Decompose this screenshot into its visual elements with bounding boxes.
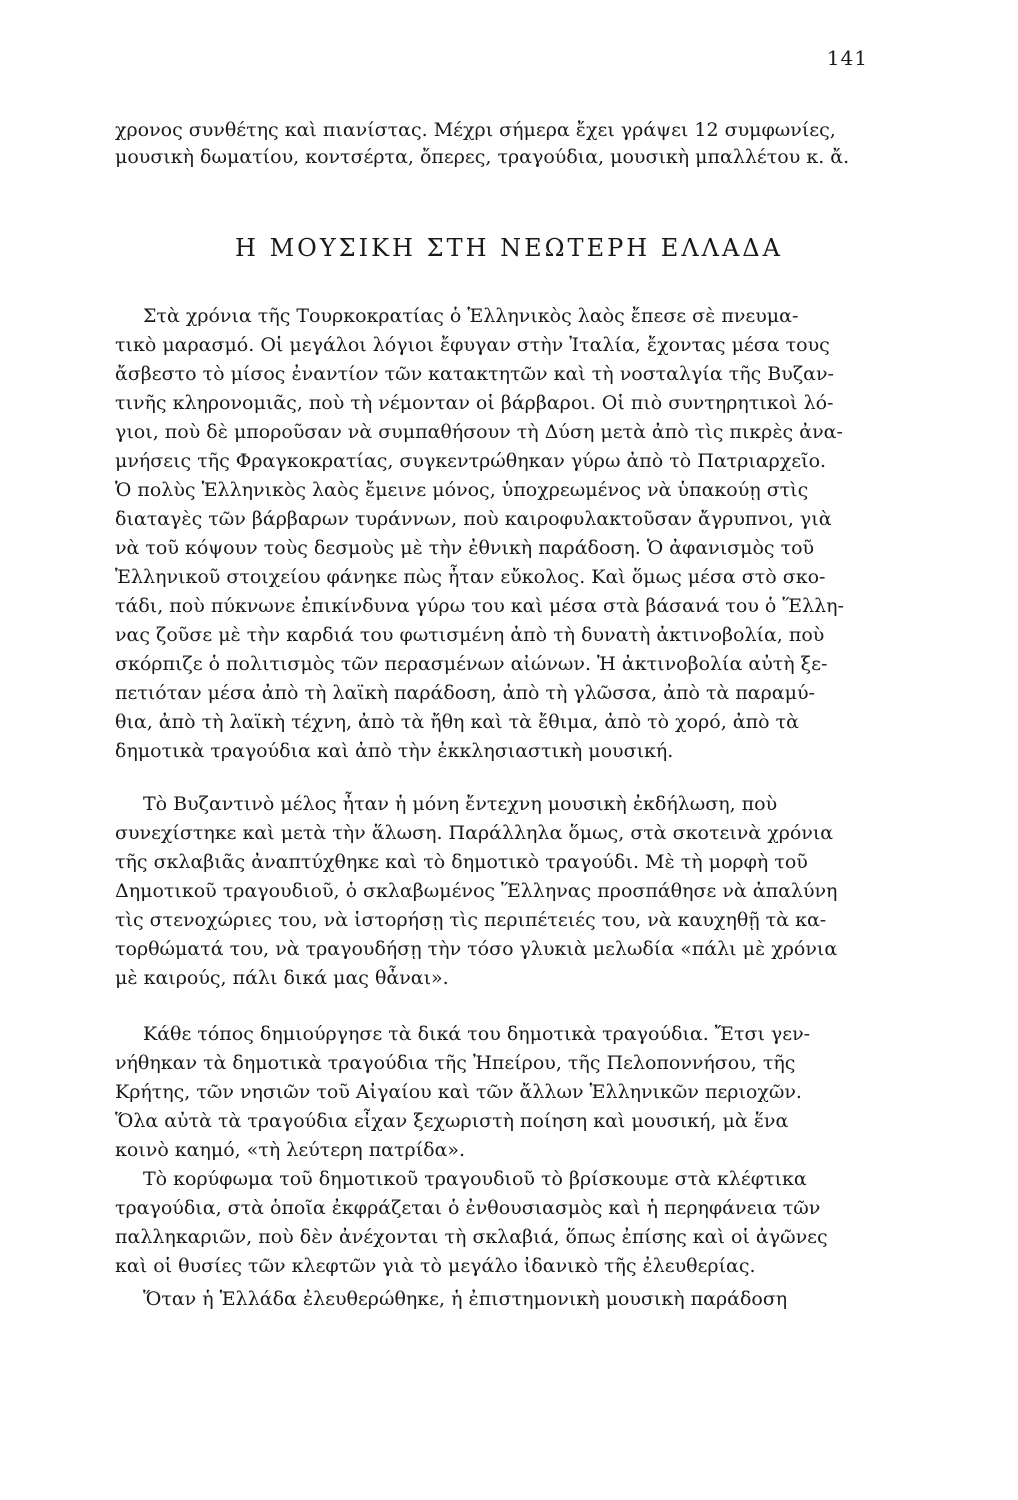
- text-line: συνεχίστηκε καὶ μετὰ τὴν ἅλωση. Παράλληλα ὅμως, στὰ σκοτεινὰ χρόνια: [115, 822, 834, 844]
- text-line: νας ζοῦσε μὲ τὴν καρδιά του φωτισμένη ἀπὸ τὴ δυνατὴ ἀκτινοβολία, ποὺ: [115, 624, 825, 646]
- text-line: Ἑλληνικοῦ στοιχείου φάνηκε πὼς ἦταν εὔκολος. Καὶ ὅμως μέσα στὸ σκο-: [115, 566, 826, 588]
- text-line: Ὁ πολὺς Ἑλληνικὸς λαὸς ἔμεινε μόνος, ὑποχρεωμένος νὰ ὑπακούῃ στὶς: [115, 479, 809, 501]
- text-line: καὶ οἱ θυσίες τῶν κλεφτῶν γιὰ τὸ μεγάλο ἰδανικὸ τῆς ἐλευθερίας.: [115, 1255, 756, 1277]
- text-line: σκόρπιζε ὁ πολιτισμὸς τῶν περασμένων αἰώνων. Ἡ ἀκτινοβολία αὐτὴ ξε-: [115, 653, 828, 675]
- text-line: διαταγὲς τῶν βάρβαρων τυράννων, ποὺ καιροφυλακτοῦσαν ἄγρυπνοι, γιὰ: [115, 508, 832, 530]
- text-line: μνήσεις τῆς Φραγκοκρατίας, συγκεντρώθηκαν γύρω ἀπὸ τὸ Πατριαρχεῖο.: [115, 450, 827, 472]
- text-line: τὶς στενοχώριες του, νὰ ἱστορήσῃ τὶς περιπέτειές του, νὰ καυχηθῇ τὰ κα-: [115, 909, 827, 931]
- text-line: τραγούδια, στὰ ὁποῖα ἐκφράζεται ὁ ἐνθουσιασμὸς καὶ ἡ περηφάνεια τῶν: [115, 1197, 821, 1219]
- text-line: Τὸ Βυζαντινὸ μέλος ἦταν ἡ μόνη ἔντεχνη μουσικὴ ἐκδήλωση, ποὺ: [143, 793, 778, 815]
- text-line: γιοι, ποὺ δὲ μποροῦσαν νὰ συμπαθήσουν τὴ Δύση μετὰ ἀπὸ τὶς πικρὲς ἀνα-: [115, 421, 843, 443]
- text-line: πετιόταν μέσα ἀπὸ τὴ λαϊκὴ παράδοση, ἀπὸ τὴ γλῶσσα, ἀπὸ τὰ παραμύ-: [115, 682, 815, 704]
- text-line: δημοτικὰ τραγούδια καὶ ἀπὸ τὴν ἐκκλησιαστικὴ μουσική.: [115, 740, 674, 762]
- text-line: Τὸ κορύφωμα τοῦ δημοτικοῦ τραγουδιοῦ τὸ βρίσκουμε στὰ κλέφτικα: [143, 1168, 807, 1190]
- text-line: θια, ἀπὸ τὴ λαϊκὴ τέχνη, ἀπὸ τὰ ἤθη καὶ τὰ ἔθιμα, ἀπὸ τὸ χορό, ἀπὸ τὰ: [115, 711, 799, 733]
- text-line: τινῆς κληρονομιᾶς, ποὺ τὴ νέμονταν οἱ βάρβαροι. Οἱ πιὸ συντηρητικοὶ λό-: [115, 392, 834, 414]
- text-line: παλληκαριῶν, ποὺ δὲν ἀνέχονται τὴ σκλαβιά, ὅπως ἐπίσης καὶ οἱ ἀγῶνες: [115, 1226, 828, 1248]
- text-line: μουσικὴ δωματίου, κοντσέρτα, ὄπερες, τραγούδια, μουσικὴ μπαλλέτου κ. ἄ.: [115, 146, 850, 168]
- text-line: τῆς σκλαβιᾶς ἀναπτύχθηκε καὶ τὸ δημοτικὸ τραγούδι. Μὲ τὴ μορφὴ τοῦ: [115, 851, 808, 873]
- text-line: νήθηκαν τὰ δημοτικὰ τραγούδια τῆς Ἠπείρου, τῆς Πελοποννήσου, τῆς: [115, 1052, 796, 1074]
- text-line: τορθώματά του, νὰ τραγουδήσῃ τὴν τόσο γλυκιὰ μελωδία «πάλι μὲ χρόνια: [115, 938, 838, 960]
- text-line: Κρήτης, τῶν νησιῶν τοῦ Αἰγαίου καὶ τῶν ἄλλων Ἑλληνικῶν περιοχῶν.: [115, 1081, 802, 1103]
- text-line: Στὰ χρόνια τῆς Τουρκοκρατίας ὁ Ἑλληνικὸς λαὸς ἔπεσε σὲ πνευμα-: [143, 305, 799, 327]
- section-title: Η ΜΟΥΣΙΚΗ ΣΤΗ ΝΕΩΤΕΡΗ ΕΛΛΑΔΑ: [235, 234, 783, 262]
- text-line: χρονος συνθέτης καὶ πιανίστας. Μέχρι σήμερα ἔχει γράψει 12 συμφωνίες,: [115, 119, 836, 141]
- text-line: ἄσβεστο τὸ μίσος ἐναντίον τῶν κατακτητῶν καὶ τὴ νοσταλγία τῆς Βυζαν-: [115, 363, 834, 385]
- page-number: 141: [826, 46, 868, 70]
- text-line: Ὅταν ἡ Ἑλλάδα ἐλευθερώθηκε, ἡ ἐπιστημονικὴ μουσικὴ παράδοση: [143, 1288, 788, 1310]
- text-line: κοινὸ καημό, «τὴ λεύτερη πατρίδα».: [115, 1139, 466, 1161]
- text-line: μὲ καιρούς, πάλι δικά μας θἆναι».: [115, 967, 449, 989]
- text-line: Δημοτικοῦ τραγουδιοῦ, ὁ σκλαβωμένος Ἕλληνας προσπάθησε νὰ ἀπαλύνη: [115, 880, 838, 902]
- text-line: Κάθε τόπος δημιούργησε τὰ δικά του δημοτικὰ τραγούδια. Ἔτσι γεν-: [143, 1023, 811, 1045]
- text-line: τικὸ μαρασμό. Οἱ μεγάλοι λόγιοι ἔφυγαν στὴν Ἰταλία, ἔχοντας μέσα τους: [115, 334, 830, 356]
- text-line: νὰ τοῦ κόψουν τοὺς δεσμοὺς μὲ τὴν ἐθνικὴ παράδοση. Ὁ ἀφανισμὸς τοῦ: [115, 537, 815, 559]
- text-line: Ὅλα αὐτὰ τὰ τραγούδια εἶχαν ξεχωριστὴ ποίηση καὶ μουσική, μὰ ἕνα: [115, 1110, 789, 1132]
- text-line: τάδι, ποὺ πύκνωνε ἐπικίνδυνα γύρω του καὶ μέσα στὰ βάσανά του ὁ Ἕλλη-: [115, 595, 844, 617]
